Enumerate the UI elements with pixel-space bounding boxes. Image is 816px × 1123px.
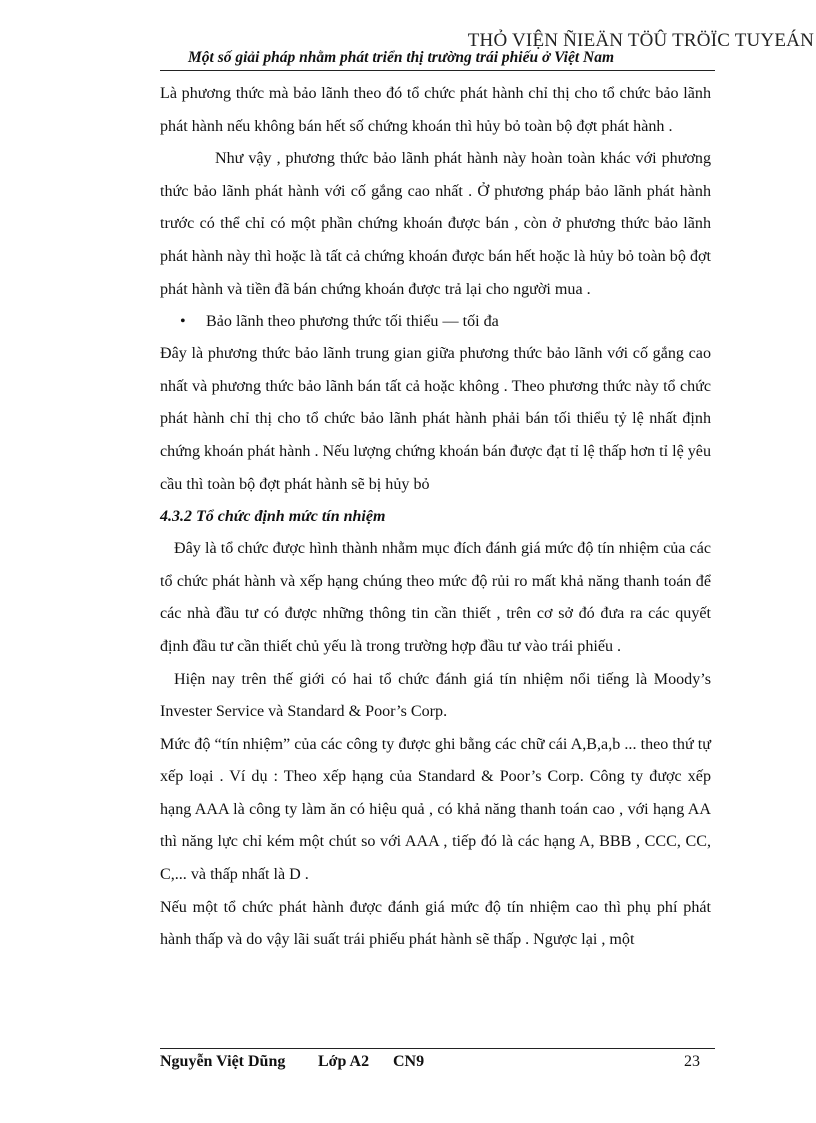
paragraph-6: Mức độ “tín nhiệm” của các công ty được ghi bằng các chữ cái A,B,a,b ... theo thứ tự xếp loại . Ví dụ : Theo xếp hạng của Standard & Poor’s Corp. Công ty được xếp hạng AAA là công ty làm ăn có hiệu quả , có khả năng thanh toán cao , với hạng AA thì năng lực chỉ kém một chút so với AAA , tiếp đó là các hạng A, BBB , CCC, CC, C,... và thấp nhất là D . [160,735,711,884]
section-heading: 4.3.2 Tổ chức định mức tín nhiệm [160,508,386,526]
bullet-symbol: • [180,313,186,331]
paragraph-5: Hiện nay trên thế giới có hai tổ chức đánh giá tín nhiệm nổi tiếng là Moody’s Invester Service và Standard & Poor’s Corp. [160,670,711,721]
paragraph-1: Là phương thức mà bảo lãnh theo đó tổ chức phát hành chỉ thị cho tổ chức bảo lãnh phát hành nếu không bán hết số chứng khoán thì hủy bỏ toàn bộ đợt phát hành . [160,85,711,135]
footer-divider [160,1048,715,1049]
watermark-text: THỎ VIỆN ÑIEÄN TÖÛ TRÖÏC TUYEÁN [467,30,814,51]
paragraph-2: Như vậy , phương thức bảo lãnh phát hành này hoàn toàn khác với phương thức bảo lãnh phát hành với cố gắng cao nhất . Ở phương pháp bảo lãnh phát hành trước có thể chỉ có một phần chứng khoán được bán , còn ở phương thức bảo lãnh phát hành này thì hoặc là tất cả chứng khoán được bán hết hoặc là hủy bỏ toàn bộ đợt phát hành và tiền đã bán chứng khoán được trả lại cho người mua . [160,150,711,298]
page-body [160,78,711,957]
paragraph-3: Đây là phương thức bảo lãnh trung gian giữa phương thức bảo lãnh với cố gắng cao nhất và phương thức bảo lãnh bán tất cả hoặc không . Theo phương thức này tổ chức phát hành chỉ thị cho tổ chức bảo lãnh phát hành phải bán tối thiểu tỷ lệ nhất định chứng khoán phát hành . Nếu lượng chứng khoán bán được đạt tỉ lệ thấp hơn tỉ lệ yêu cầu thì toàn bộ đợt phát hành sẽ bị hủy bỏ [160,345,711,493]
footer-class: Lớp A2 [318,1053,370,1070]
header-divider [160,70,715,71]
bullet-text: Bảo lãnh theo phương thức tối thiểu — tối đa [206,313,499,331]
footer-author: Nguyễn Việt Dũng [160,1053,286,1070]
paragraph-7: Nếu một tổ chức phát hành được đánh giá mức độ tín nhiệm cao thì phụ phí phát hành thấp và do vậy lãi suất trái phiếu phát hành sẽ thấp . Ngược lại , một [160,898,711,949]
bullet-item [160,306,711,338]
page-number: 23 [684,1053,700,1070]
paragraph-4: Đây là tổ chức được hình thành nhằm mục đích đánh giá mức độ tín nhiệm của các tổ chức phát hành và xếp hạng chúng theo mức độ rủi ro mất khả năng thanh toán để các nhà đầu tư có được những thông tin cần thiết , trên cơ sở đó đưa ra các quyết định đầu tư cần thiết chủ yếu là trong trường hợp đầu tư vào trái phiếu . [160,540,711,655]
footer-major: CN9 [393,1053,425,1070]
running-header-title: Một số giải pháp nhằm phát triển thị trường trái phiếu ở Việt Nam [188,49,615,66]
